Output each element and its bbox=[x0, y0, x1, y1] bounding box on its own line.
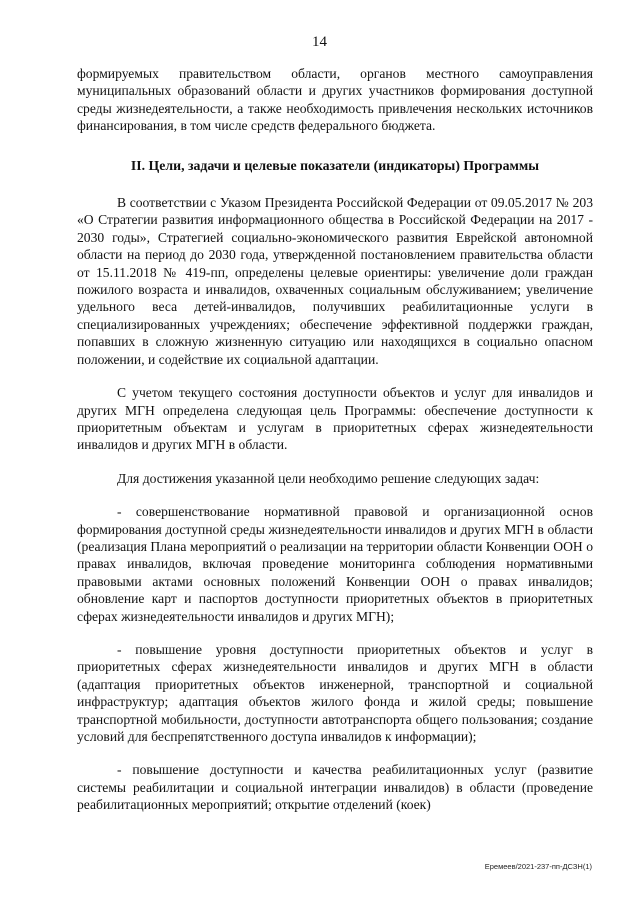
page-number: 14 bbox=[312, 34, 327, 50]
document-code: Еремеев/2021-237-пп-ДСЗН(1) bbox=[484, 862, 592, 871]
paragraph: формируемых правительством области, органов местного самоуправления муниципальных образований области и других участников формирования доступной среды жизнедеятельности, а также необходимость привлечения нескольких источников финансирования, в том числе средств федерального бюджета. bbox=[77, 66, 593, 134]
task-list-item: - повышение уровня доступности приоритетных объектов и услуг в приоритетных сферах жизнедеятельности инвалидов и других МГН в области (адаптация приоритетных объектов инженерной, транспортной и социальной инфраструктур; адаптация объектов жилого фонда и жилой среды; повышение транспортной мобильности, доступности автотранспорта общего пользования; создание условий для беспрепятственного доступа инвалидов к информации); bbox=[77, 641, 593, 744]
section-heading: II. Цели, задачи и целевые показатели (индикаторы) Программы bbox=[130, 157, 540, 173]
document-body bbox=[77, 65, 593, 814]
paragraph: С учетом текущего состояния доступности объектов и услуг для инвалидов и других МГН определена следующая цель Программы: обеспечение доступности к приоритетным объектам и услугам в приоритетных сферах жизнедеятельности инвалидов и других МГН в области. bbox=[77, 385, 593, 453]
task-list-item: - совершенствование нормативной правовой и организационной основ формирования доступной среды жизнедеятельности инвалидов и других МГН в области (реализация Плана мероприятий о реализации на территории области Конвенции ООН о правах инвалидов, включая проведение мониторинга соблюдения нормативными правовыми актами основных положений Конвенции ООН о правах инвалидов; обновление карт и паспортов доступности приоритетных объектов в приоритетных сферах жизнедеятельности инвалидов и других МГН); bbox=[77, 504, 593, 624]
task-list-item: - повышение доступности и качества реабилитационных услуг (развитие системы реабилитации и социальной интеграции инвалидов) в области (проведение реабилитационных мероприятий; открытие отделений (коек) bbox=[77, 762, 593, 813]
paragraph: В соответствии с Указом Президента Российской Федерации от 09.05.2017 № 203 «О Стратегии развития информационного общества в Российской Федерации на 2017 - 2030 годы», Стратегией социально-экономического развития Еврейской автономной области на период до 2030 года, утвержденной постановлением правительства области от 15.11.2018 № 419-пп, определены целевые ориентиры: увеличение доли граждан пожилого возраста и инвалидов, охваченных социальным обслуживанием; увеличение удельного веса детей-инвалидов, получивших реабилитационные услуги в специализированных учреждениях; обеспечение эффективной поддержки граждан, попавших в сложную жизненную ситуацию или находящихся в социально опасном положении, и содействие их социальной адаптации. bbox=[77, 195, 593, 367]
paragraph: Для достижения указанной цели необходимо решение следующих задач: bbox=[117, 470, 540, 486]
